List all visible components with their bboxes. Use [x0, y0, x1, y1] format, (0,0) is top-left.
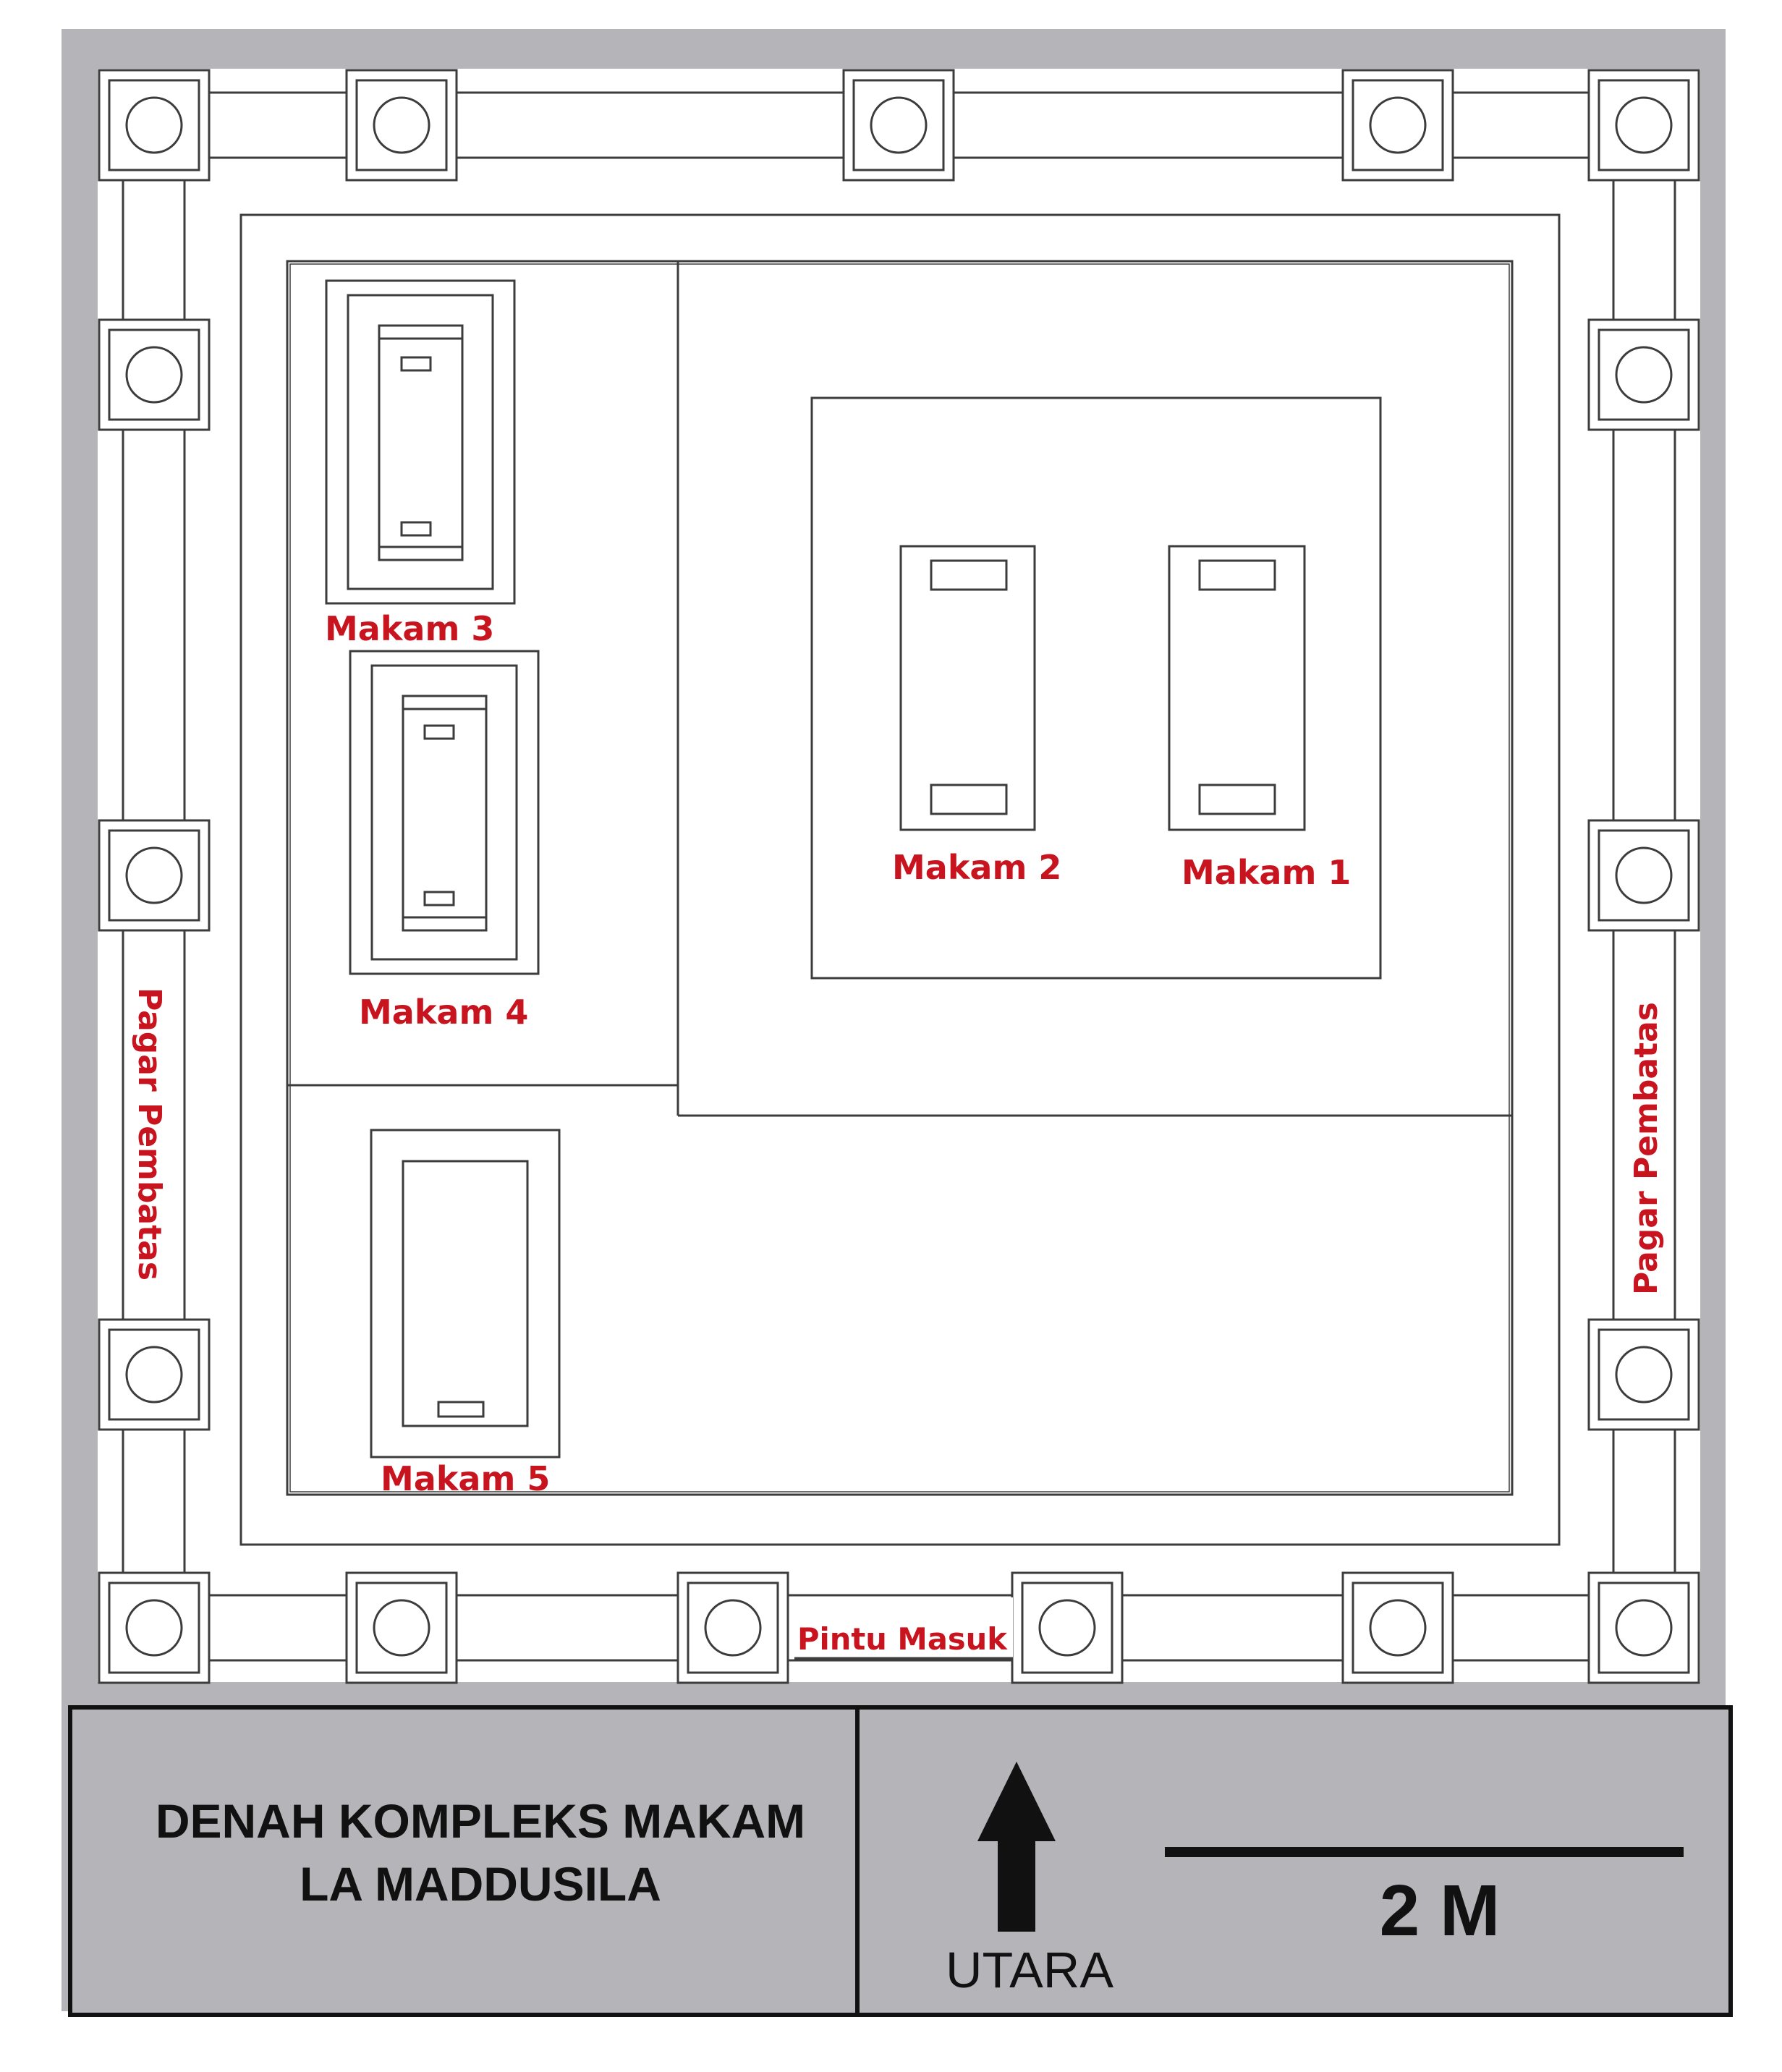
fence-post: [1589, 1320, 1699, 1430]
fence-post: [1343, 1573, 1453, 1683]
fence-post: [678, 1573, 788, 1683]
fence-post: [1343, 70, 1453, 180]
label-makam-3: Makam 3: [325, 609, 495, 648]
map-title-line-2: LA MADDUSILA: [300, 1857, 661, 1911]
fence-post: [1589, 1573, 1699, 1683]
label-fence-left: Pagar Pembatas: [131, 988, 168, 1281]
fence-post: [99, 820, 209, 930]
label-makam-5: Makam 5: [381, 1459, 551, 1498]
fence-post: [1589, 320, 1699, 430]
fence-post: [99, 1320, 209, 1430]
north-label: UTARA: [945, 1942, 1114, 1998]
label-makam-4: Makam 4: [359, 993, 529, 1032]
fence-post: [99, 1573, 209, 1683]
fence-post: [99, 320, 209, 430]
scale-label: 2 M: [1379, 1870, 1501, 1951]
label-makam-2: Makam 2: [892, 848, 1062, 887]
label-entrance: Pintu Masuk: [797, 1621, 1009, 1657]
fence-post: [844, 70, 954, 180]
label-fence-right: Pagar Pembatas: [1628, 1001, 1665, 1295]
fence-post: [347, 1573, 457, 1683]
map-title-line-1: DENAH KOMPLEKS MAKAM: [155, 1794, 806, 1848]
fence-post: [1589, 70, 1699, 180]
fence-post: [1012, 1573, 1122, 1683]
label-makam-1: Makam 1: [1181, 853, 1352, 892]
fence-post: [99, 70, 209, 180]
fence-post: [347, 70, 457, 180]
fence-post: [1589, 820, 1699, 930]
